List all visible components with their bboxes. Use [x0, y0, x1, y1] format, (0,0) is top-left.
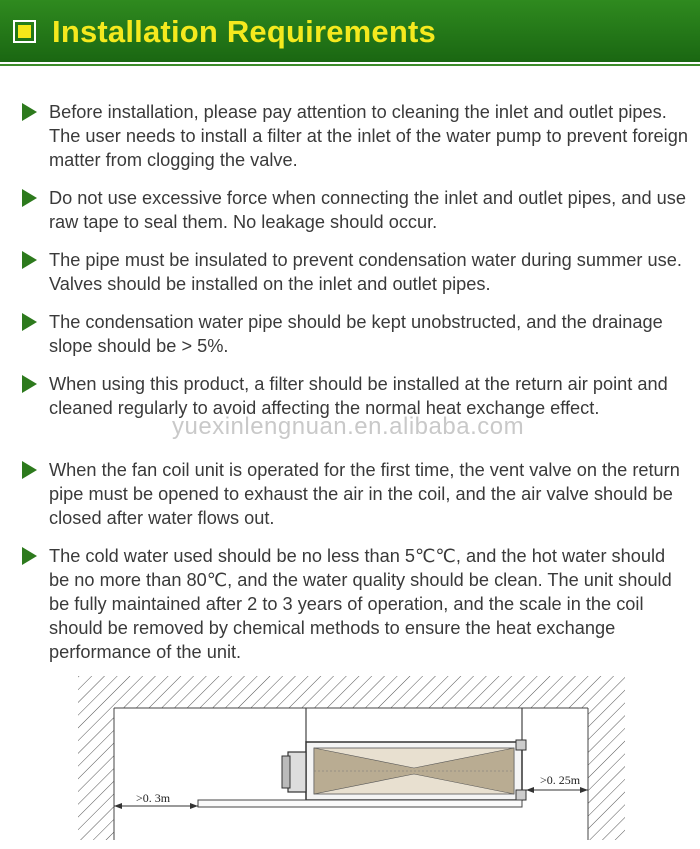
arrow-bullet-icon [22, 103, 37, 121]
arrow-bullet-icon [22, 375, 37, 393]
left-clearance-dimension [114, 791, 198, 809]
fan-coil-unit [282, 740, 526, 800]
ceiling-hatch [78, 676, 625, 708]
list-item-text: Before installation, please pay attention to cleaning the inlet and outlet pipes. The user needs to install a filter at the inlet of the water pump to prevent foreign matter from clogging the valve. [49, 102, 688, 170]
arrow-bullet-icon [22, 547, 37, 565]
list-item-text: The cold water used should be no less than 5℃℃, and the hot water should be no more than 80℃, and the water quality should be clean. The unit should be fully maintained after 2 to 3 years of operation, and the scale in the coil should be removed by chemical methods to ensure the heat exchange performance of the unit. [49, 546, 672, 662]
arrow-bullet-icon [22, 461, 37, 479]
arrow-bullet-icon [22, 189, 37, 207]
list-item-text: When the fan coil unit is operated for the first time, the vent valve on the return pipe must be opened to exhaust the air in the coil, and the air valve should be closed after water flows out. [49, 460, 680, 528]
checkbox-icon [13, 20, 36, 43]
installation-diagram [70, 672, 630, 842]
left-wall-hatch [78, 708, 114, 840]
return-panel [198, 800, 522, 807]
list-item-text: The pipe must be insulated to prevent condensation water during summer use. Valves should be installed on the inlet and outlet pipes. [49, 250, 682, 294]
list-item-text: When using this product, a filter should be installed at the return air point and cleaned regularly to avoid affecting the normal heat exchange effect. [49, 374, 668, 418]
right-clearance-dimension [526, 773, 588, 793]
left-clearance-label: >0. 3m [136, 791, 171, 805]
right-clearance-label: >0. 25m [540, 773, 581, 787]
list-item-text: The condensation water pipe should be kept unobstructed, and the drainage slope should be > 5%. [49, 312, 663, 356]
arrow-bullet-icon [22, 313, 37, 331]
header-divider [0, 64, 700, 66]
watermark: yuexinlengnuan.en.alibaba.com [172, 413, 525, 440]
right-wall-hatch [588, 708, 625, 840]
list-item-text: Do not use excessive force when connecting the inlet and outlet pipes, and use raw tape to seal them. No leakage should occur. [49, 188, 686, 232]
page-title: Installation Requirements [52, 14, 436, 49]
arrow-bullet-icon [22, 251, 37, 269]
